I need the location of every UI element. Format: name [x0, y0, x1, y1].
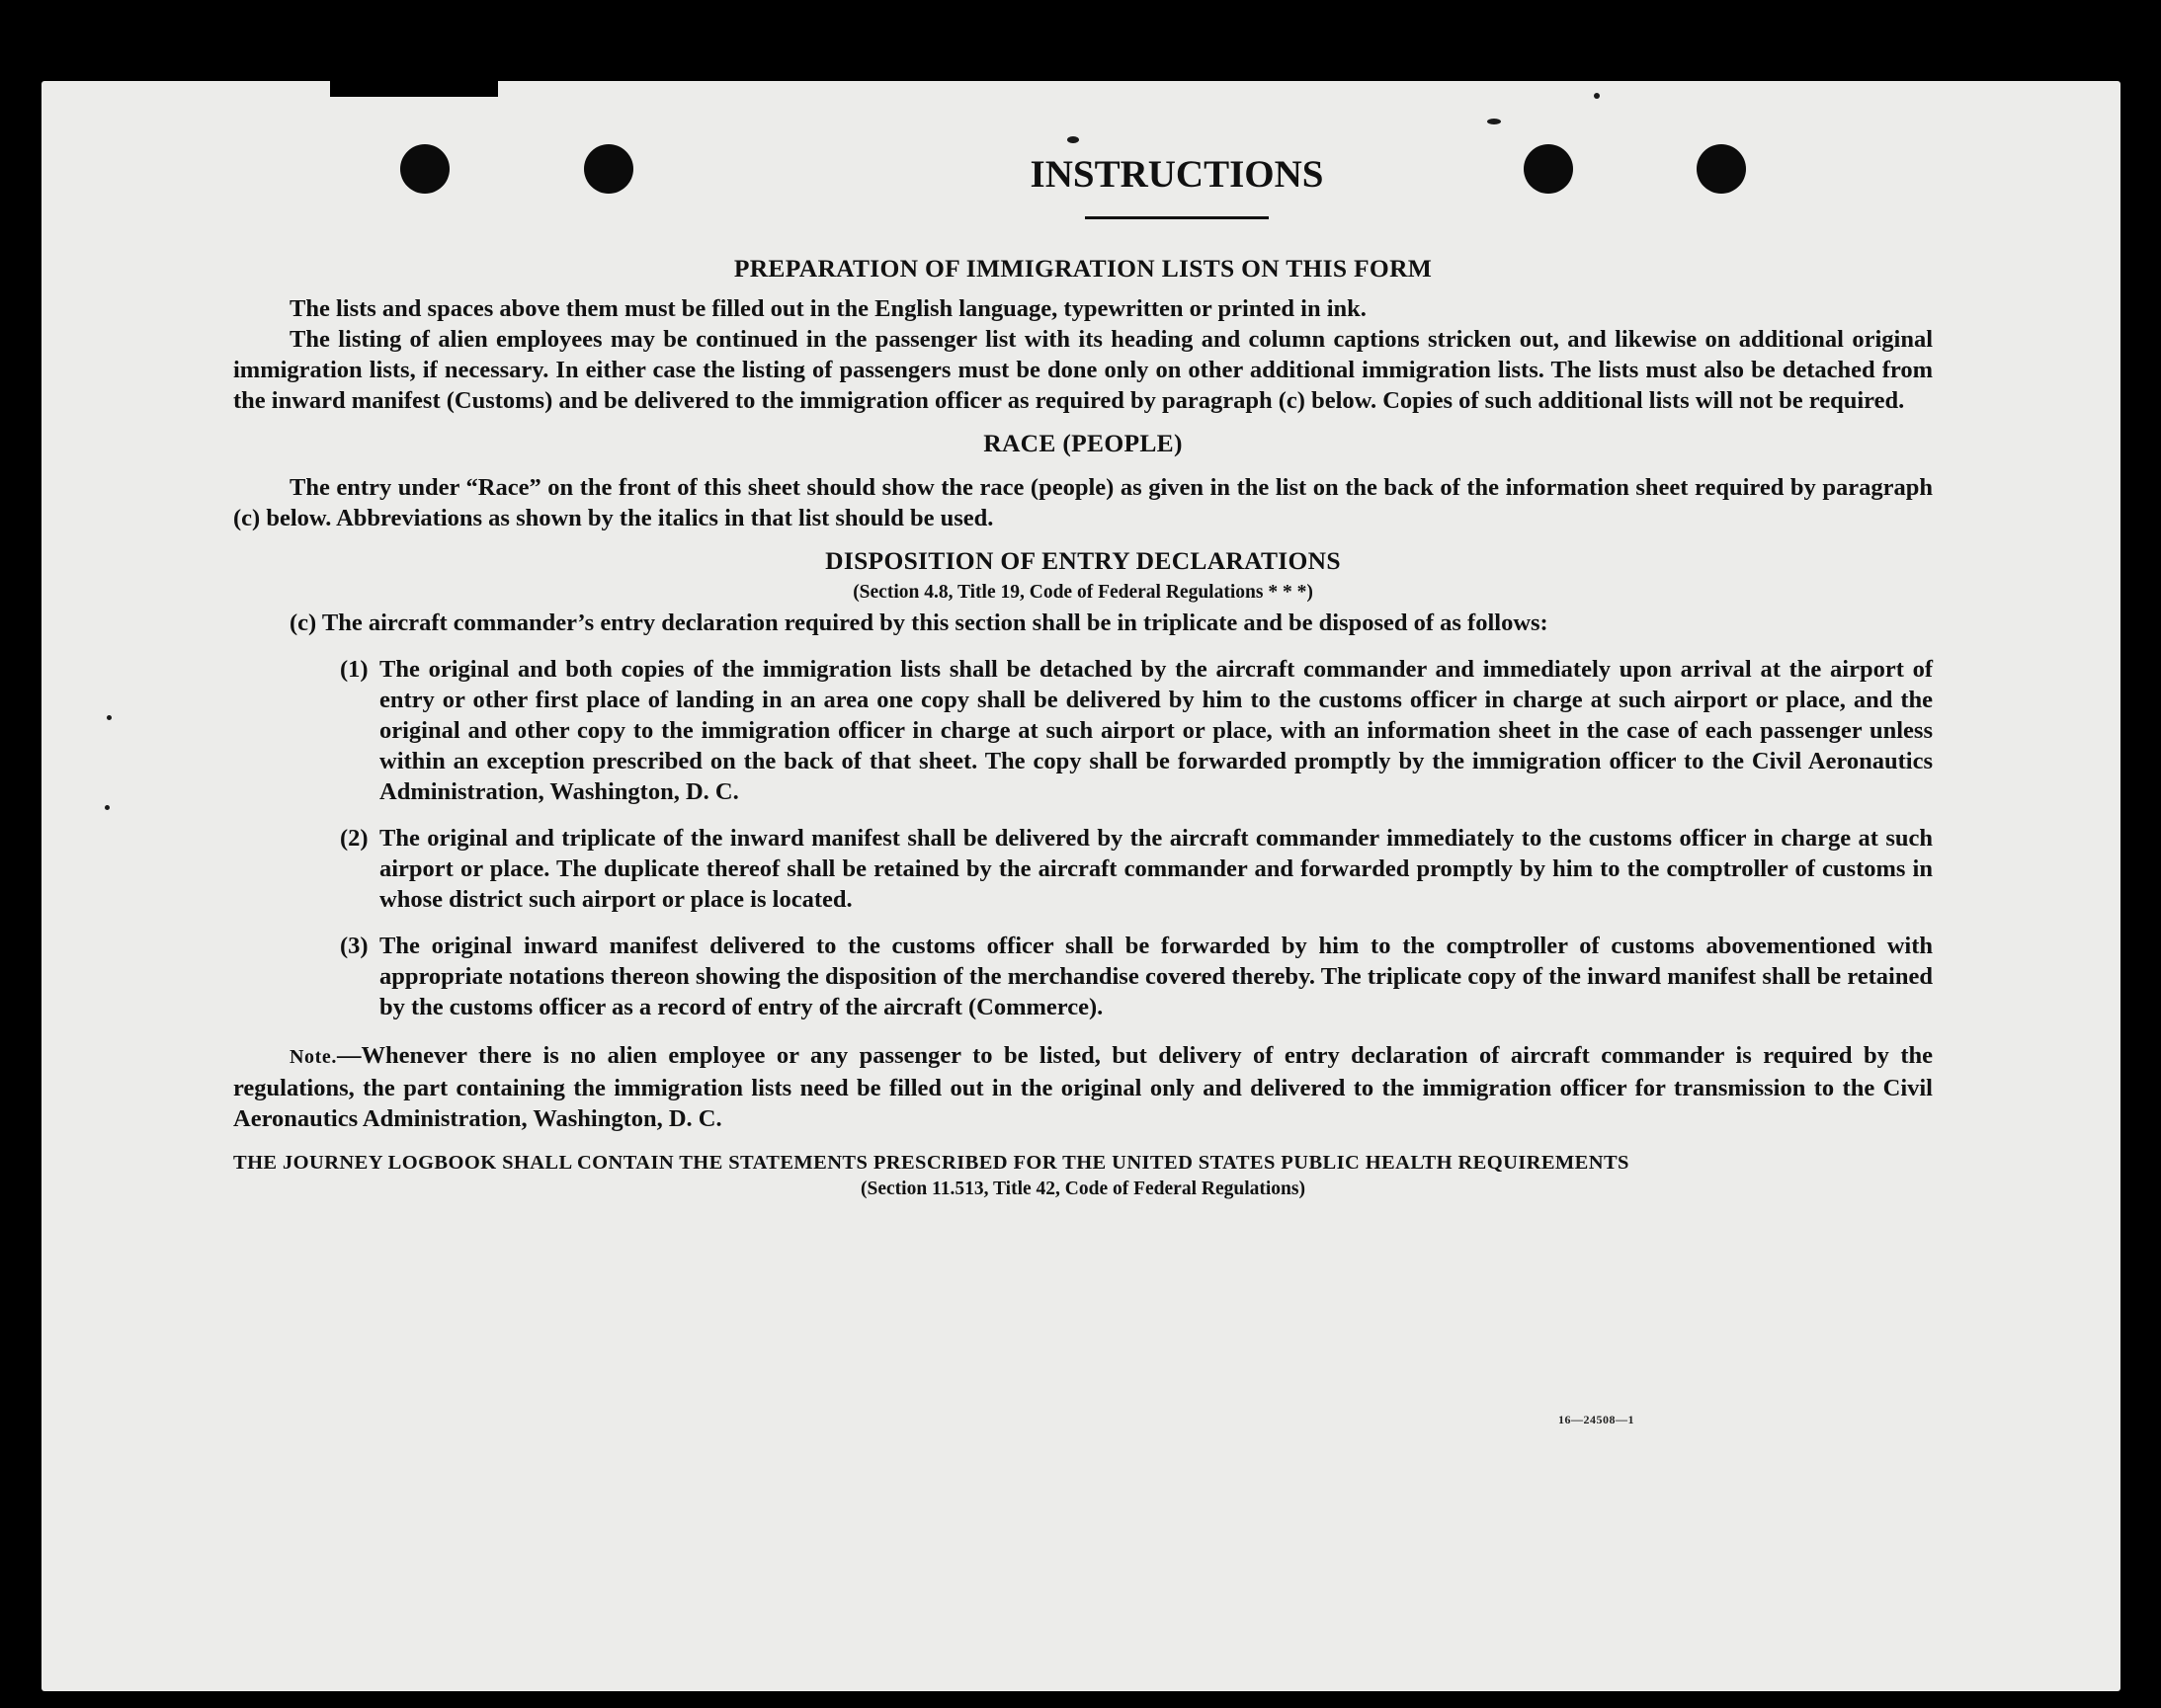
heading-disposition: DISPOSITION OF ENTRY DECLARATIONS — [825, 546, 1341, 575]
ink-speck — [1067, 136, 1079, 143]
note-label: Note. — [290, 1046, 337, 1068]
list-item-2 — [340, 823, 1933, 915]
form-number: 16—24508—1 — [1558, 1413, 1634, 1426]
list-item-3 — [340, 931, 1933, 1022]
footer-statement: THE JOURNEY LOGBOOK SHALL CONTAIN THE STATEMENTS PRESCRIBED FOR THE UNITED STATES PUBLIC HEALTH REQUIREMENTS — [233, 1152, 1629, 1174]
paper-tear — [330, 81, 498, 97]
list-item-text: The original and triplicate of the inward manifest shall be delivered by the aircraft commander immediately to the customs officer in charge at such airport or place. The duplicate thereof shall be retained by the aircraft commander and forwarded promptly by him to the comptroller of customs in whose district such airport or place is located. — [379, 825, 1933, 913]
note-text: —Whenever there is no alien employee or any passenger to be listed, but delivery of entry declaration of aircraft commander is required by the regulations, the part containing the immigration lists need be filled out in the original only and delivered to the immigration officer for transmission to the Civil Aeronautics Administration, Washington, D. C. — [233, 1042, 1933, 1132]
ink-speck — [107, 715, 112, 720]
paragraph-language: The lists and spaces above them must be filled out in the English language, typewritten or printed in ink. — [290, 295, 1367, 322]
heading-race: RACE (PEOPLE) — [983, 429, 1183, 457]
footer-citation: (Section 11.513, Title 42, Code of Federal Regulations) — [861, 1179, 1305, 1199]
paragraph-race: The entry under “Race” on the front of this sheet should show the race (people) as given in the list on the back of the information sheet required by paragraph (c) below. Abbreviations as shown by the italics in that list should be used. — [233, 474, 1933, 531]
list-item-number: (2) — [340, 825, 369, 852]
citation-title-19: (Section 4.8, Title 19, Code of Federal Regulations * * *) — [853, 582, 1313, 603]
paragraph-alien-employees: The listing of alien employees may be continued in the passenger list with its heading and column captions stricken out, and likewise on additional original immigration lists, if necessary. In either case the listing of passengers must be done only on other additional immigration lists. The lists must also be detached from the inward manifest (Customs) and be delivered to the immigration officer as required by paragraph (c) below. Copies of such additional lists will not be required. — [233, 326, 1933, 414]
note-paragraph — [233, 1040, 1933, 1134]
ink-speck — [1594, 93, 1600, 99]
heading-preparation: PREPARATION OF IMMIGRATION LISTS ON THIS FORM — [733, 254, 1433, 283]
list-item-number: (3) — [340, 933, 369, 959]
list-item-number: (1) — [340, 656, 369, 683]
page-title: INSTRUCTIONS — [1030, 153, 1324, 196]
list-item-text: The original and both copies of the immigration lists shall be detached by the aircraft commander and immediately upon arrival at the airport of entry or other first place of landing in an area one copy shall be delivered by him to the customs officer in charge at such airport or place, and the original and other copy to the immigration officer in charge at such airport or place, with an information sheet in the case of each passenger unless within an exception prescribed on the back of that sheet. The copy shall be forwarded promptly by the immigration officer to the Civil Aeronautics Administration, Washington, D. C. — [379, 656, 1933, 805]
document-body — [233, 153, 1933, 1202]
list-item-text: The original inward manifest delivered to the customs officer shall be forwarded by him to the comptroller of customs abovementioned with appropriate notations thereon showing the disposition of the merchandise covered thereby. The triplicate copy of the inward manifest shall be retained by the customs officer as a record of entry of the aircraft (Commerce). — [379, 933, 1933, 1020]
list-item-1 — [340, 654, 1933, 807]
ink-speck — [105, 805, 110, 810]
ink-speck — [1487, 119, 1501, 124]
paragraph-entry-declaration: (c) The aircraft commander’s entry declaration required by this section shall be in triplicate and be disposed of as follows: — [290, 610, 1548, 636]
title-underline — [1085, 216, 1269, 219]
